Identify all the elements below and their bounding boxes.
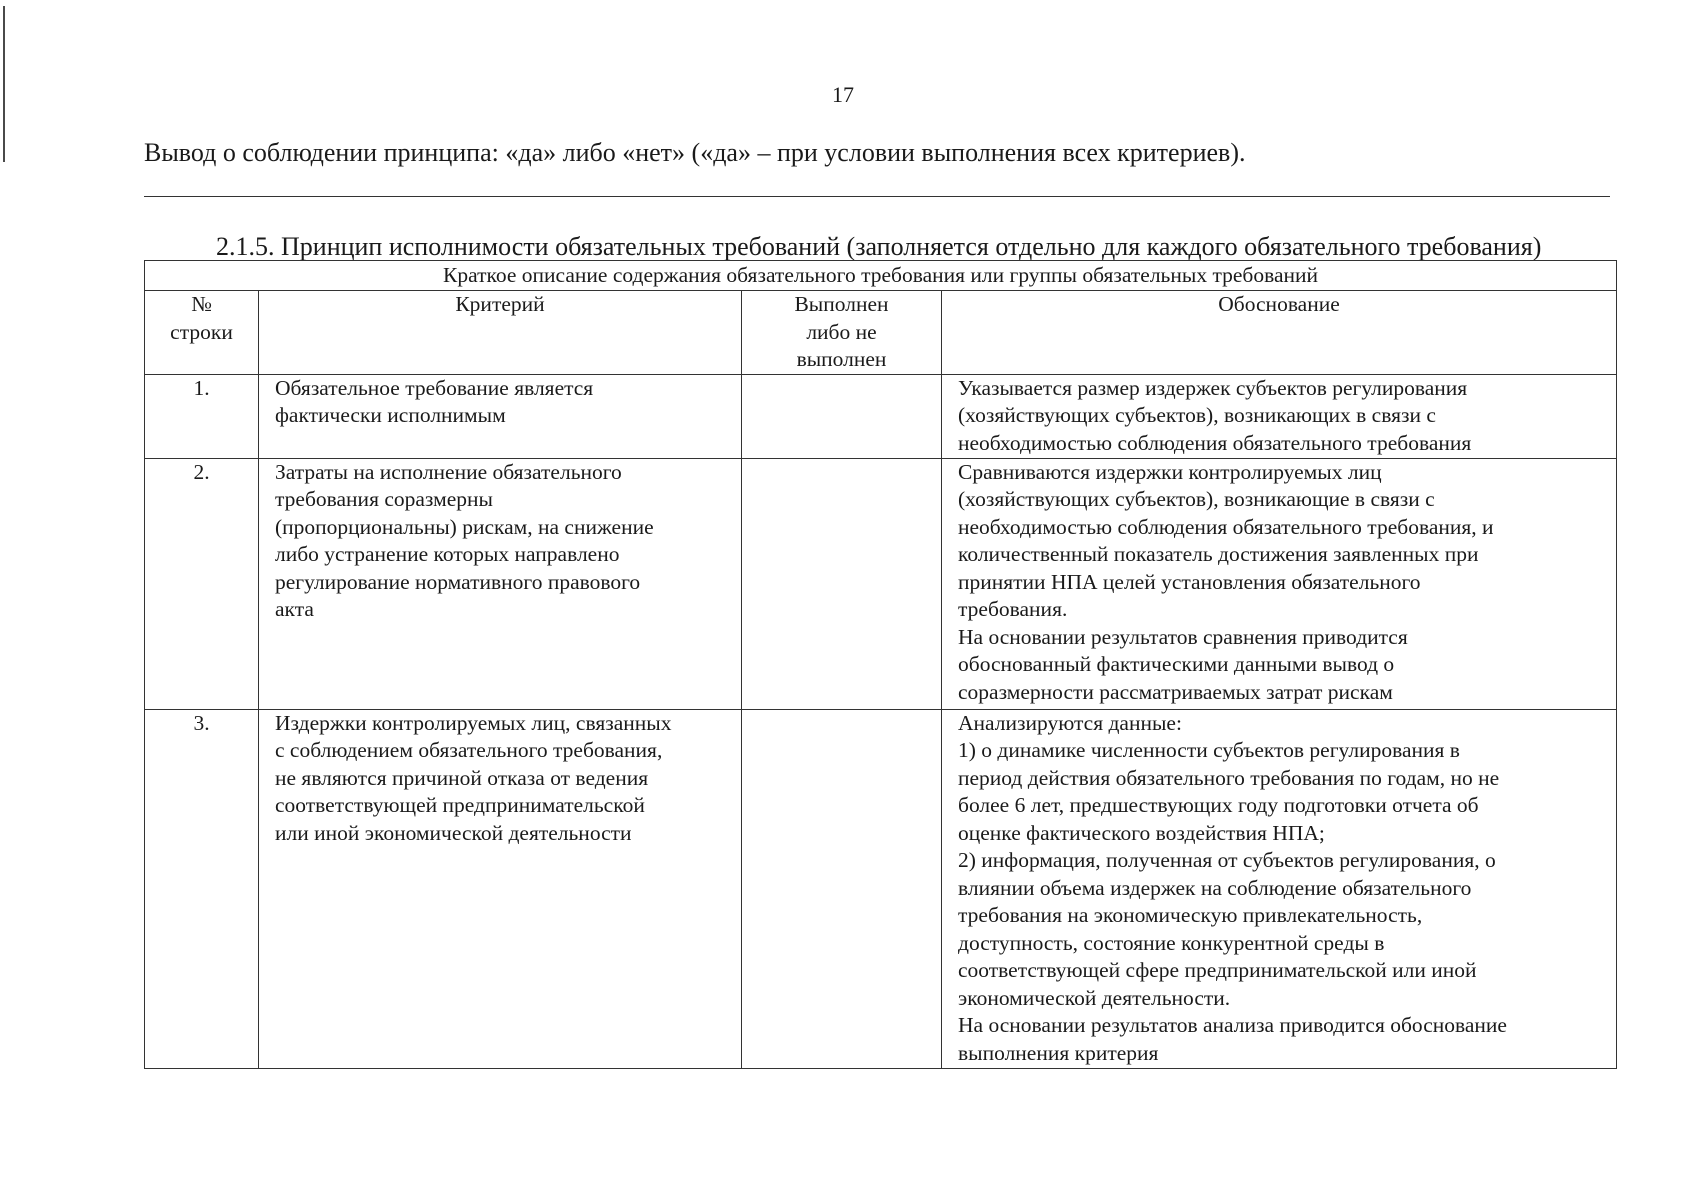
header-fulfilled: Выполнен либо не выполнен	[742, 291, 942, 375]
criterion-cell: Затраты на исполнение обязательного требования соразмерны (пропорциональны) рискам, на снижение либо устранение которых направлено регулирование нормативного правового акта	[259, 458, 742, 709]
conclusion-text: Вывод о соблюдении принципа: «да» либо «нет» («да» – при условии выполнения всех критериев).	[144, 138, 1246, 167]
fulfilled-cell	[742, 709, 942, 1068]
criterion-cell: Обязательное требование является фактически исполнимым	[259, 374, 742, 458]
row-number: 3.	[145, 709, 259, 1068]
row-number: 2.	[145, 458, 259, 709]
row-number: 1.	[145, 374, 259, 458]
table-row	[145, 709, 1617, 1068]
justification-cell: Указывается размер издержек субъектов регулирования (хозяйствующих субъектов), возникающих в связи с необходимостью соблюдения обязательного требования	[942, 374, 1617, 458]
criteria-table	[144, 260, 1617, 1069]
justification-cell: Анализируются данные: 1) о динамике численности субъектов регулирования в период действия обязательного требования по годам, но не более 6 лет, предшествующих году подготовки отчета об оценке фактического воздействия НПА; 2) информация, полученная от субъектов регулирования, о влиянии объема издержек на соблюдение обязательного требования на экономическую привлекательность, доступность, состояние конкурентной среды в соответствующей сфере предпринимательской или иной экономической деятельности. На основании результатов анализа приводится обоснование выполнения критерия	[942, 709, 1617, 1068]
fulfilled-cell	[742, 458, 942, 709]
header-number: № строки	[145, 291, 259, 375]
table-row	[145, 374, 1617, 458]
criterion-cell: Издержки контролируемых лиц, связанных с соблюдением обязательного требования, не являются причиной отказа от ведения соответствующей предпринимательской или иной экономической деятельности	[259, 709, 742, 1068]
section-title: 2.1.5. Принцип исполнимости обязательных требований (заполняется отдельно для каждого обязательного требования)	[216, 232, 1542, 261]
description-header: Краткое описание содержания обязательного требования или группы обязательных требований	[145, 261, 1617, 291]
conclusion-underline	[144, 196, 1610, 197]
page-number: 17	[832, 82, 854, 107]
fulfilled-cell	[742, 374, 942, 458]
header-criterion: Критерий	[259, 291, 742, 375]
column-header-row	[145, 291, 1617, 375]
table-row	[145, 458, 1617, 709]
justification-cell: Сравниваются издержки контролируемых лиц (хозяйствующих субъектов), возникающие в связи с необходимостью соблюдения обязательного требования, и количественный показатель достижения заявленных при принятии НПА целей установления обязательного требования. На основании результатов сравнения приводится обоснованный фактическими данными вывод о соразмерности рассматриваемых затрат рискам	[942, 458, 1617, 709]
description-header-row	[145, 261, 1617, 291]
header-justification: Обоснование	[942, 291, 1617, 375]
